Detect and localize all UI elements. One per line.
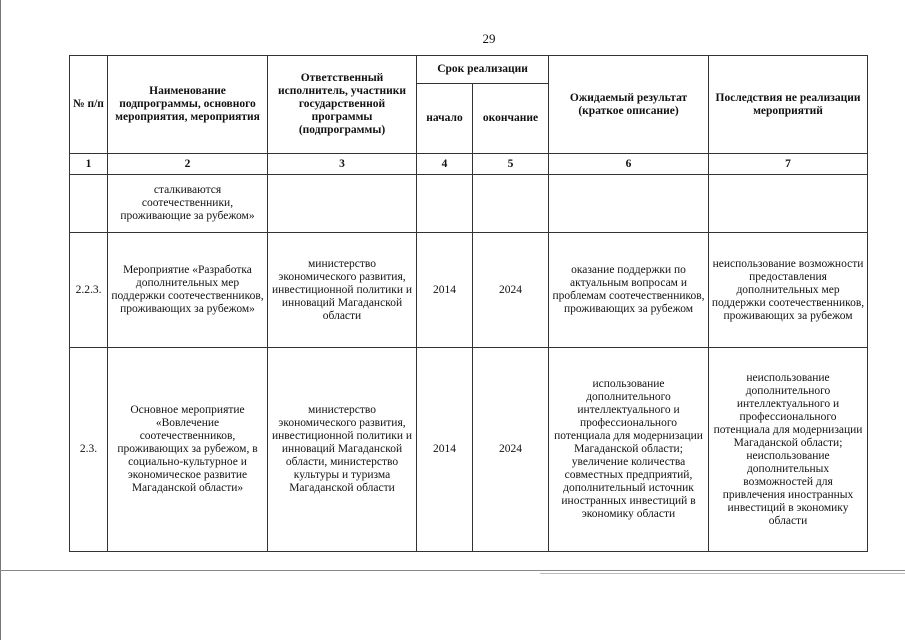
column-number: 5 bbox=[473, 154, 549, 175]
header-responsible: Ответственный исполнитель, участники государственной программы (подпрограммы) bbox=[268, 56, 417, 154]
program-table bbox=[69, 55, 868, 552]
header-result: Ожидаемый результат (краткое описание) bbox=[549, 56, 709, 154]
header-end: окончание bbox=[473, 84, 549, 154]
row-responsible-cell bbox=[268, 175, 417, 233]
row-end-cell bbox=[473, 175, 549, 233]
header-consequences: Последствия не реализации мероприятий bbox=[709, 56, 868, 154]
column-number: 3 bbox=[268, 154, 417, 175]
row-end-cell: 2024 bbox=[473, 348, 549, 552]
row-result-cell: оказание поддержки по актуальным вопросам и проблемам соотечественников, проживающих за рубежом bbox=[549, 233, 709, 348]
column-number: 2 bbox=[108, 154, 268, 175]
column-number: 6 bbox=[549, 154, 709, 175]
row-result-cell bbox=[549, 175, 709, 233]
row-start-cell: 2014 bbox=[417, 348, 473, 552]
row-consequences-cell: неиспользование дополнительного интеллектуального и профессионального потенциала для модернизации Магаданской области; неиспользование дополнительных возможностей для привлечения иностранных инвестиций в экономику области bbox=[709, 348, 868, 552]
column-number: 1 bbox=[70, 154, 108, 175]
column-number: 7 bbox=[709, 154, 868, 175]
header-term: Срок реализации bbox=[417, 56, 549, 84]
table-row bbox=[70, 175, 868, 233]
row-num-cell bbox=[70, 175, 108, 233]
row-consequences-cell: неиспользование возможности предоставления дополнительных мер поддержки соотечественников, проживающих за рубежом bbox=[709, 233, 868, 348]
header-num: № п/п bbox=[70, 56, 108, 154]
row-consequences-cell bbox=[709, 175, 868, 233]
page-edge-line bbox=[0, 0, 1, 640]
row-responsible-cell: министерство экономического развития, инвестиционной политики и инноваций Магаданской области bbox=[268, 233, 417, 348]
row-name-cell: сталкиваются соотечественники, проживающие за рубежом» bbox=[108, 175, 268, 233]
column-number-row bbox=[70, 154, 868, 175]
row-num-cell: 2.2.3. bbox=[70, 233, 108, 348]
header-row-1 bbox=[70, 56, 868, 84]
row-start-cell: 2014 bbox=[417, 233, 473, 348]
column-number: 4 bbox=[417, 154, 473, 175]
table-row bbox=[70, 348, 868, 552]
row-num-cell: 2.3. bbox=[70, 348, 108, 552]
row-name-cell: Мероприятие «Разработка дополнительных мер поддержки соотечественников, проживающих за рубежом» bbox=[108, 233, 268, 348]
table-row bbox=[70, 233, 868, 348]
scan-bottom-line-faint bbox=[540, 573, 905, 574]
row-name-cell: Основное мероприятие «Вовлечение соотечественников, проживающих за рубежом, в социально-культурное и экономическое развитие Магаданской области» bbox=[108, 348, 268, 552]
row-responsible-cell: министерство экономического развития, инвестиционной политики и инноваций Магаданской области, министерство культуры и туризма Магаданской области bbox=[268, 348, 417, 552]
page-number: 29 bbox=[482, 31, 496, 46]
row-start-cell bbox=[417, 175, 473, 233]
scan-bottom-line bbox=[0, 570, 905, 571]
header-name: Наименование подпрограммы, основного мероприятия, мероприятия bbox=[108, 56, 268, 154]
row-end-cell: 2024 bbox=[473, 233, 549, 348]
header-start: начало bbox=[417, 84, 473, 154]
row-result-cell: использование дополнительного интеллектуального и профессионального потенциала для модернизации Магаданской области; увеличение количества совместных предприятий, дополнительный источник иностранных инвестиций в экономику области bbox=[549, 348, 709, 552]
